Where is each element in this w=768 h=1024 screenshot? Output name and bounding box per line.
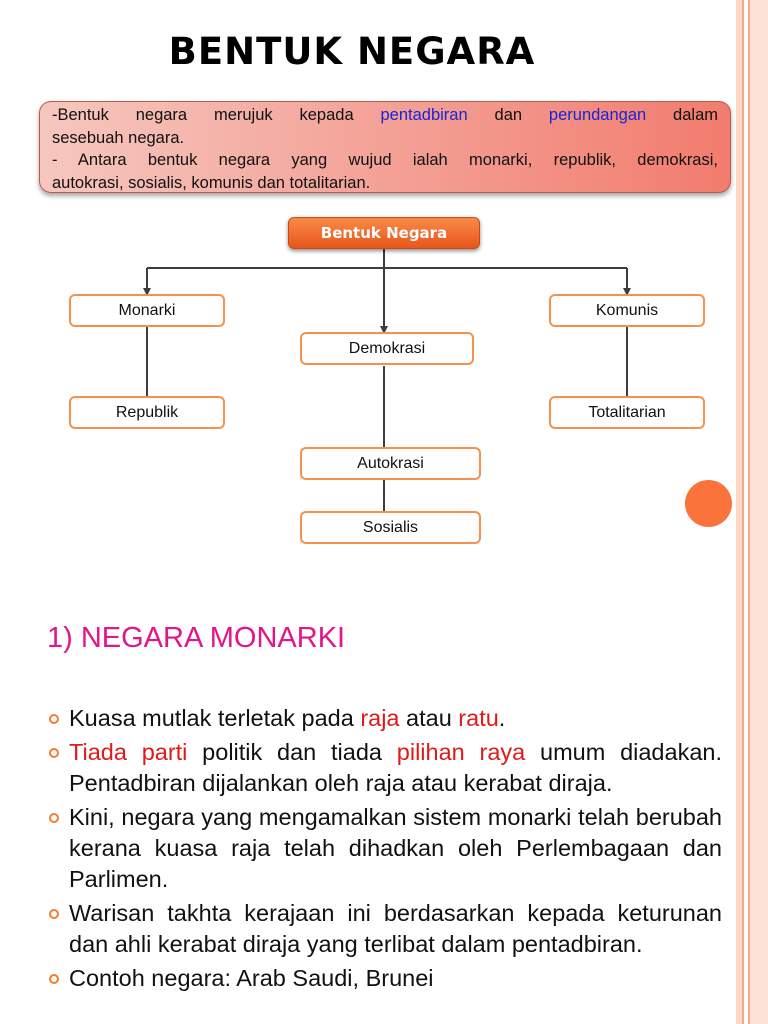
node-republik: Republik: [69, 396, 225, 429]
list-item: Warisan takhta kerajaan ini berdasarkan kepada keturunan dan ahli kerabat diraja yang terlibat dalam pentadbiran.: [48, 898, 722, 960]
bullet-icon: [49, 748, 59, 758]
list-item: Tiada parti politik dan tiada pilihan raya umum diadakan. Pentadbiran dijalankan oleh raja atau kerabat diraja.: [48, 737, 722, 799]
list-item: Kini, negara yang mengamalkan sistem monarki telah berubah kerana kuasa raja telah dihadkan oleh Perlembagaan dan Parlimen.: [48, 802, 722, 895]
diagram-root-node: Bentuk Negara: [288, 217, 480, 249]
bullet-icon: [49, 813, 59, 823]
page-title: BENTUK NEGARA: [168, 30, 536, 73]
list-item: Kuasa mutlak terletak pada raja atau ratu.: [48, 703, 722, 734]
highlight-ratu: ratu: [458, 705, 499, 731]
bullet-icon: [49, 909, 59, 919]
node-totalitarian: Totalitarian: [549, 396, 705, 429]
section-title: 1) NEGARA MONARKI: [47, 622, 346, 654]
bullet-list: [48, 703, 722, 997]
term-perundangan: perundangan: [548, 106, 647, 124]
highlight-tiada-parti: Tiada parti: [69, 739, 188, 765]
bullet-icon: [49, 714, 59, 724]
list-item: Contoh negara: Arab Saudi, Brunei: [48, 963, 722, 994]
side-stripe-line: [742, 0, 750, 1024]
node-autokrasi: Autokrasi: [300, 447, 481, 480]
intro-line-4: autokrasi, sosialis, komunis dan totalitarian.: [52, 173, 371, 192]
decorative-circle: [685, 480, 732, 527]
term-pentadbiran: pentadbiran: [380, 106, 468, 124]
node-komunis: Komunis: [549, 294, 705, 327]
highlight-pilihan-raya: pilihan raya: [396, 739, 526, 765]
node-monarki: Monarki: [69, 294, 225, 327]
side-stripe-pale: [750, 0, 768, 1024]
intro-line-2: sesebuah negara.: [52, 128, 185, 147]
intro-box: [39, 101, 731, 193]
intro-line-1: -Bentuk negara merujuk kepada pentadbiran dan perundangan dalam: [52, 106, 718, 124]
node-sosialis: Sosialis: [300, 511, 481, 544]
intro-line-3: - Antara bentuk negara yang wujud ialah monarki, republik, demokrasi,: [52, 151, 718, 169]
node-demokrasi: Demokrasi: [300, 332, 474, 365]
bullet-icon: [49, 974, 59, 984]
highlight-raja: raja: [360, 705, 400, 731]
